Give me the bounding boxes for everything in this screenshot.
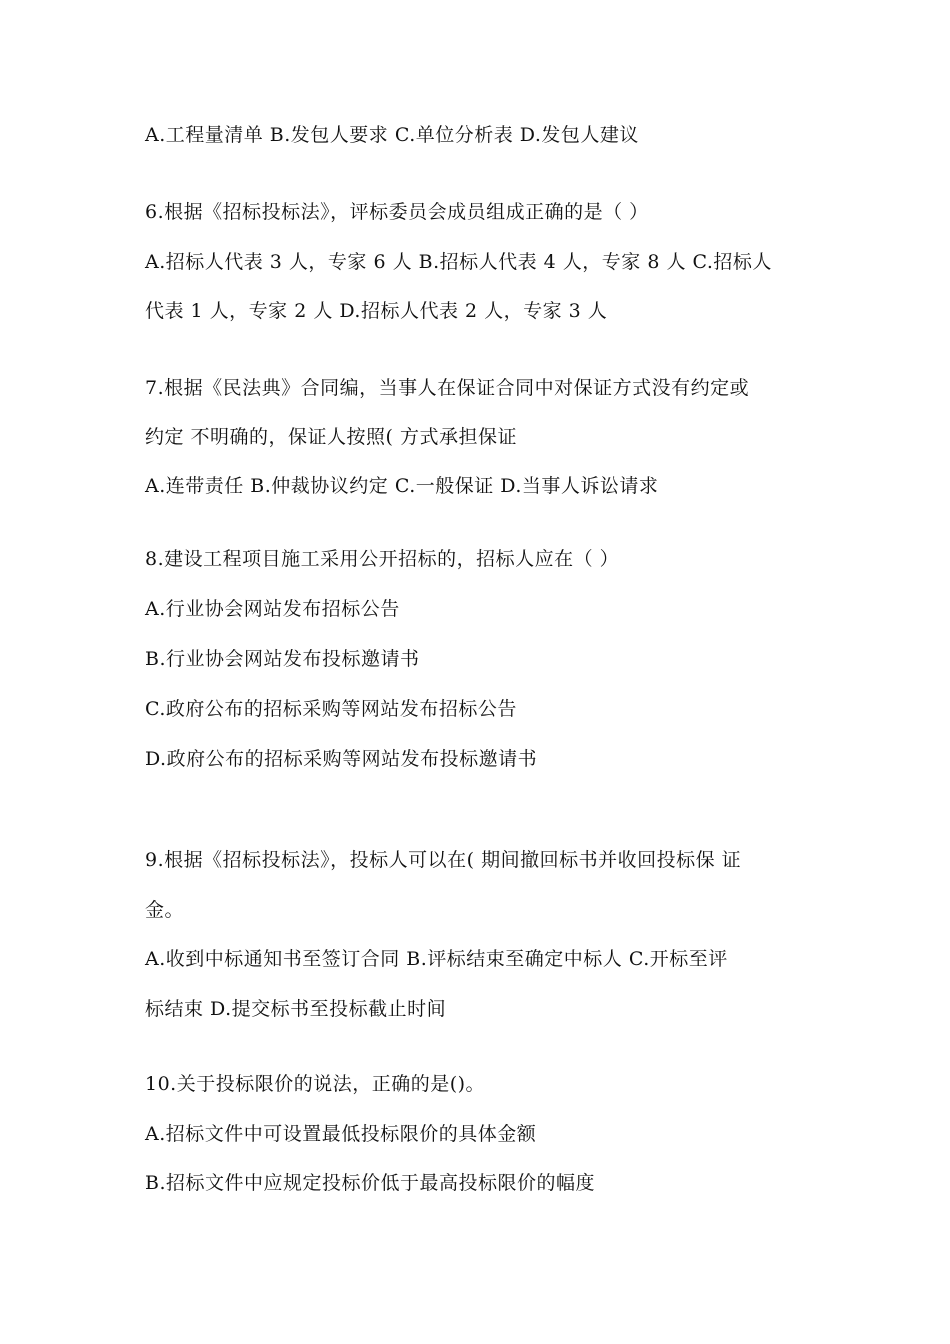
q10-question: 10.关于投标限价的说法，正确的是()。	[145, 1073, 486, 1095]
q9-options-line-2: 标结束 D.提交标书至投标截止时间	[145, 998, 447, 1020]
q9-question-line-1: 9.根据《招标投标法》，投标人可以在( 期间撤回标书并收回投标保 证	[145, 849, 742, 871]
q6-question: 6.根据《招标投标法》，评标委员会成员组成正确的是（ ）	[145, 201, 649, 223]
q6-options-line-2: 代表 1 人，专家 2 人 D.招标人代表 2 人，专家 3 人	[145, 300, 608, 322]
q8-option-a: A.行业协会网站发布招标公告	[145, 598, 400, 620]
q8-option-b: B.行业协会网站发布投标邀请书	[145, 648, 420, 670]
q7-question-line-1: 7.根据《民法典》合同编，当事人在保证合同中对保证方式没有约定或	[145, 377, 750, 399]
q10-option-b: B.招标文件中应规定投标价低于最高投标限价的幅度	[145, 1172, 596, 1194]
q10-option-a: A.招标文件中可设置最低投标限价的具体金额	[145, 1123, 537, 1145]
q7-question-line-2: 约定 不明确的，保证人按照( 方式承担保证	[145, 426, 517, 448]
q8-question: 8.建设工程项目施工采用公开招标的，招标人应在（ ）	[145, 548, 620, 570]
q9-question-line-2: 金。	[145, 899, 185, 921]
q5-options-line: A.工程量清单 B.发包人要求 C.单位分析表 D.发包人建议	[145, 124, 639, 146]
q6-options-line-1: A.招标人代表 3 人，专家 6 人 B.招标人代表 4 人，专家 8 人 C.招标人	[145, 251, 772, 273]
q9-options-line-1: A.收到中标通知书至签订合同 B.评标结束至确定中标人 C.开标至评	[145, 948, 728, 970]
q7-options-line: A.连带责任 B.仲裁协议约定 C.一般保证 D.当事人诉讼请求	[145, 475, 659, 497]
q8-option-c: C.政府公布的招标采购等网站发布招标公告	[145, 698, 517, 720]
q8-option-d: D.政府公布的招标采购等网站发布投标邀请书	[145, 748, 538, 770]
